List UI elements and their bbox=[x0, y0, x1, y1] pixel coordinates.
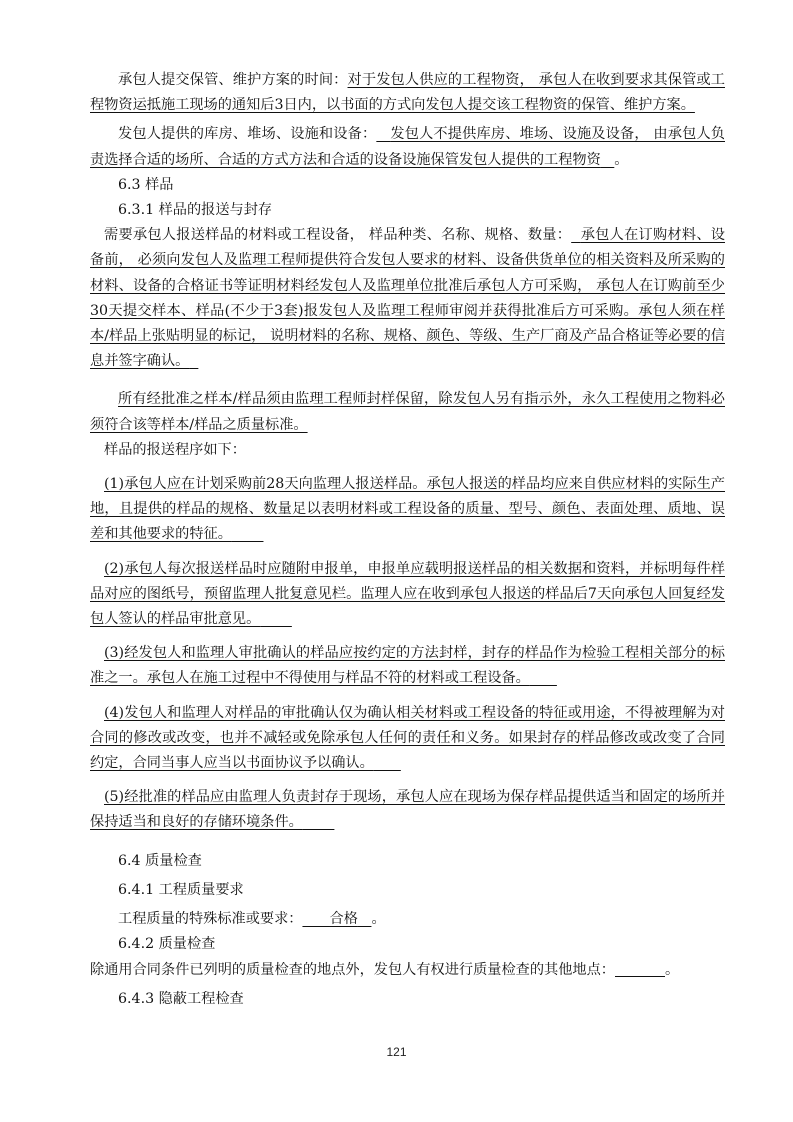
procedure-item-2 bbox=[90, 557, 725, 633]
approved-samples-text: 所有经批准之样本/样品须由监理工程师封样保留，除发包人另有指示外，永久工程使用之物料必须符合该等样本/样品之质量标准。 bbox=[90, 391, 725, 433]
procedure-item-4 bbox=[90, 701, 725, 777]
procedure-item-3-text: (3)经发包人和监理人审批确认的样品应按约定的方法封样，封存的样品作为检验工程相关部分的标准之一。承包人在施工过程中不得使用与样品不符的材料或工程设备。 bbox=[90, 645, 725, 687]
inspection-location-line bbox=[90, 958, 725, 983]
sample-need-value: 承包人在订购材料、设备前， 必须向发包人及监理工程师提供符合发包人要求的材料、设备供货单位的相关资料及所采购的材料、设备的合格证书等证明材料经发包人及监理单位批准后承包人方可采购， 承包人在订购前至少30天提交样本、样品(不少于3套)报发包人及监理工程师审阅并获得批准后方可采购。承包人须在样本/样品上张贴明显的标记， 说明材料的名称、规格、颜色、等级、生产厂商及产品合格证等必要的信息并签字确认。 bbox=[90, 227, 725, 370]
procedure-item-3 bbox=[90, 641, 725, 691]
section-6-3-1-heading: 6.3.1 样品的报送与封存 bbox=[118, 202, 273, 219]
inspection-end: 。 bbox=[664, 961, 680, 978]
section-6-4-3-heading: 6.4.3 隐蔽工程检查 bbox=[118, 990, 244, 1007]
page-body bbox=[90, 68, 725, 1012]
warehouse-label: 发包人提供的库房、堆场、设施和设备： bbox=[118, 126, 377, 143]
inspection-blank bbox=[615, 960, 665, 977]
section-6-3-heading: 6.3 样品 bbox=[118, 176, 174, 193]
warehouse-end: 。 bbox=[614, 151, 629, 168]
storage-plan-paragraph bbox=[90, 68, 725, 118]
quality-label: 工程质量的特殊标准或要求： bbox=[118, 911, 303, 928]
warehouse-value: 发包人不提供库房、堆场、设施及设备， 由承包人负责选择合适的场所、合适的方式方法和合适的设备设施保管发包人提供的工程物资 bbox=[90, 126, 725, 168]
procedure-item-5 bbox=[90, 785, 725, 835]
section-6-4-1-heading: 6.4.1 工程质量要求 bbox=[118, 881, 244, 898]
page-number: 121 bbox=[386, 1045, 407, 1059]
quality-requirement-line bbox=[90, 907, 725, 932]
section-6-4-heading: 6.4 质量检查 bbox=[118, 852, 202, 869]
approved-samples-paragraph bbox=[90, 387, 725, 437]
procedure-item-4-text: (4)发包人和监理人对样品的审批确认仅为确认相关材料或工程设备的特征或用途，不得被理解为对合同的修改或改变，也并不减轻或免除承包人任何的责任和义务。如果封存的样品修改或改变了合同约定，合同当事人应当以书面协议予以确认。 bbox=[90, 704, 725, 772]
procedure-item-1-text: (1)承包人应在计划采购前28天向监理人报送样品。承包人报送的样品均应来自供应材料的实际生产地，且提供的样品的规格、数量足以表明材料或工程设备的质量、型号、颜色、表面处理、质地、误差和其他要求的特征。 bbox=[90, 476, 725, 543]
procedure-item-5-text: (5)经批准的样品应由监理人负责封存于现场，承包人应在现场为保存样品提供适当和固定的场所并保持适当和良好的存储环境条件。 bbox=[90, 789, 725, 831]
quality-end: 。 bbox=[371, 911, 386, 928]
procedure-item-1 bbox=[90, 472, 725, 548]
quality-value: 合格 bbox=[329, 911, 358, 928]
warehouse-paragraph bbox=[90, 122, 725, 172]
storage-plan-label: 承包人提交保管、维护方案的时间： bbox=[118, 72, 348, 88]
procedure-item-2-text: (2)承包人每次报送样品时应随附申报单，申报单应载明报送样品的相关数据和资料，并标明每件样品对应的图纸号，预留监理人批复意见栏。监理人应在收到承包人报送的样品后7天向承包人回复经发包人签认的样品审批意见。 bbox=[90, 560, 725, 628]
sample-need-paragraph bbox=[90, 223, 725, 374]
inspection-label: 除通用合同条件已列明的质量检查的地点外，发包人有权进行质量检查的其他地点： bbox=[90, 961, 615, 978]
sample-need-label: 需要承包人报送样品的材料或工程设备， 样品种类、名称、规格、数量： bbox=[104, 227, 572, 244]
storage-plan-value: 对于发包人供应的工程物资， 承包人在收到要求其保管或工程物资运抵施工现场的通知后3日内，以书面的方式向发包人提交该工程物资的保管、维护方案。 bbox=[90, 72, 725, 114]
section-6-4-2-heading: 6.4.2 质量检查 bbox=[118, 936, 216, 953]
procedure-intro: 样品的报送程序如下： bbox=[104, 441, 246, 458]
